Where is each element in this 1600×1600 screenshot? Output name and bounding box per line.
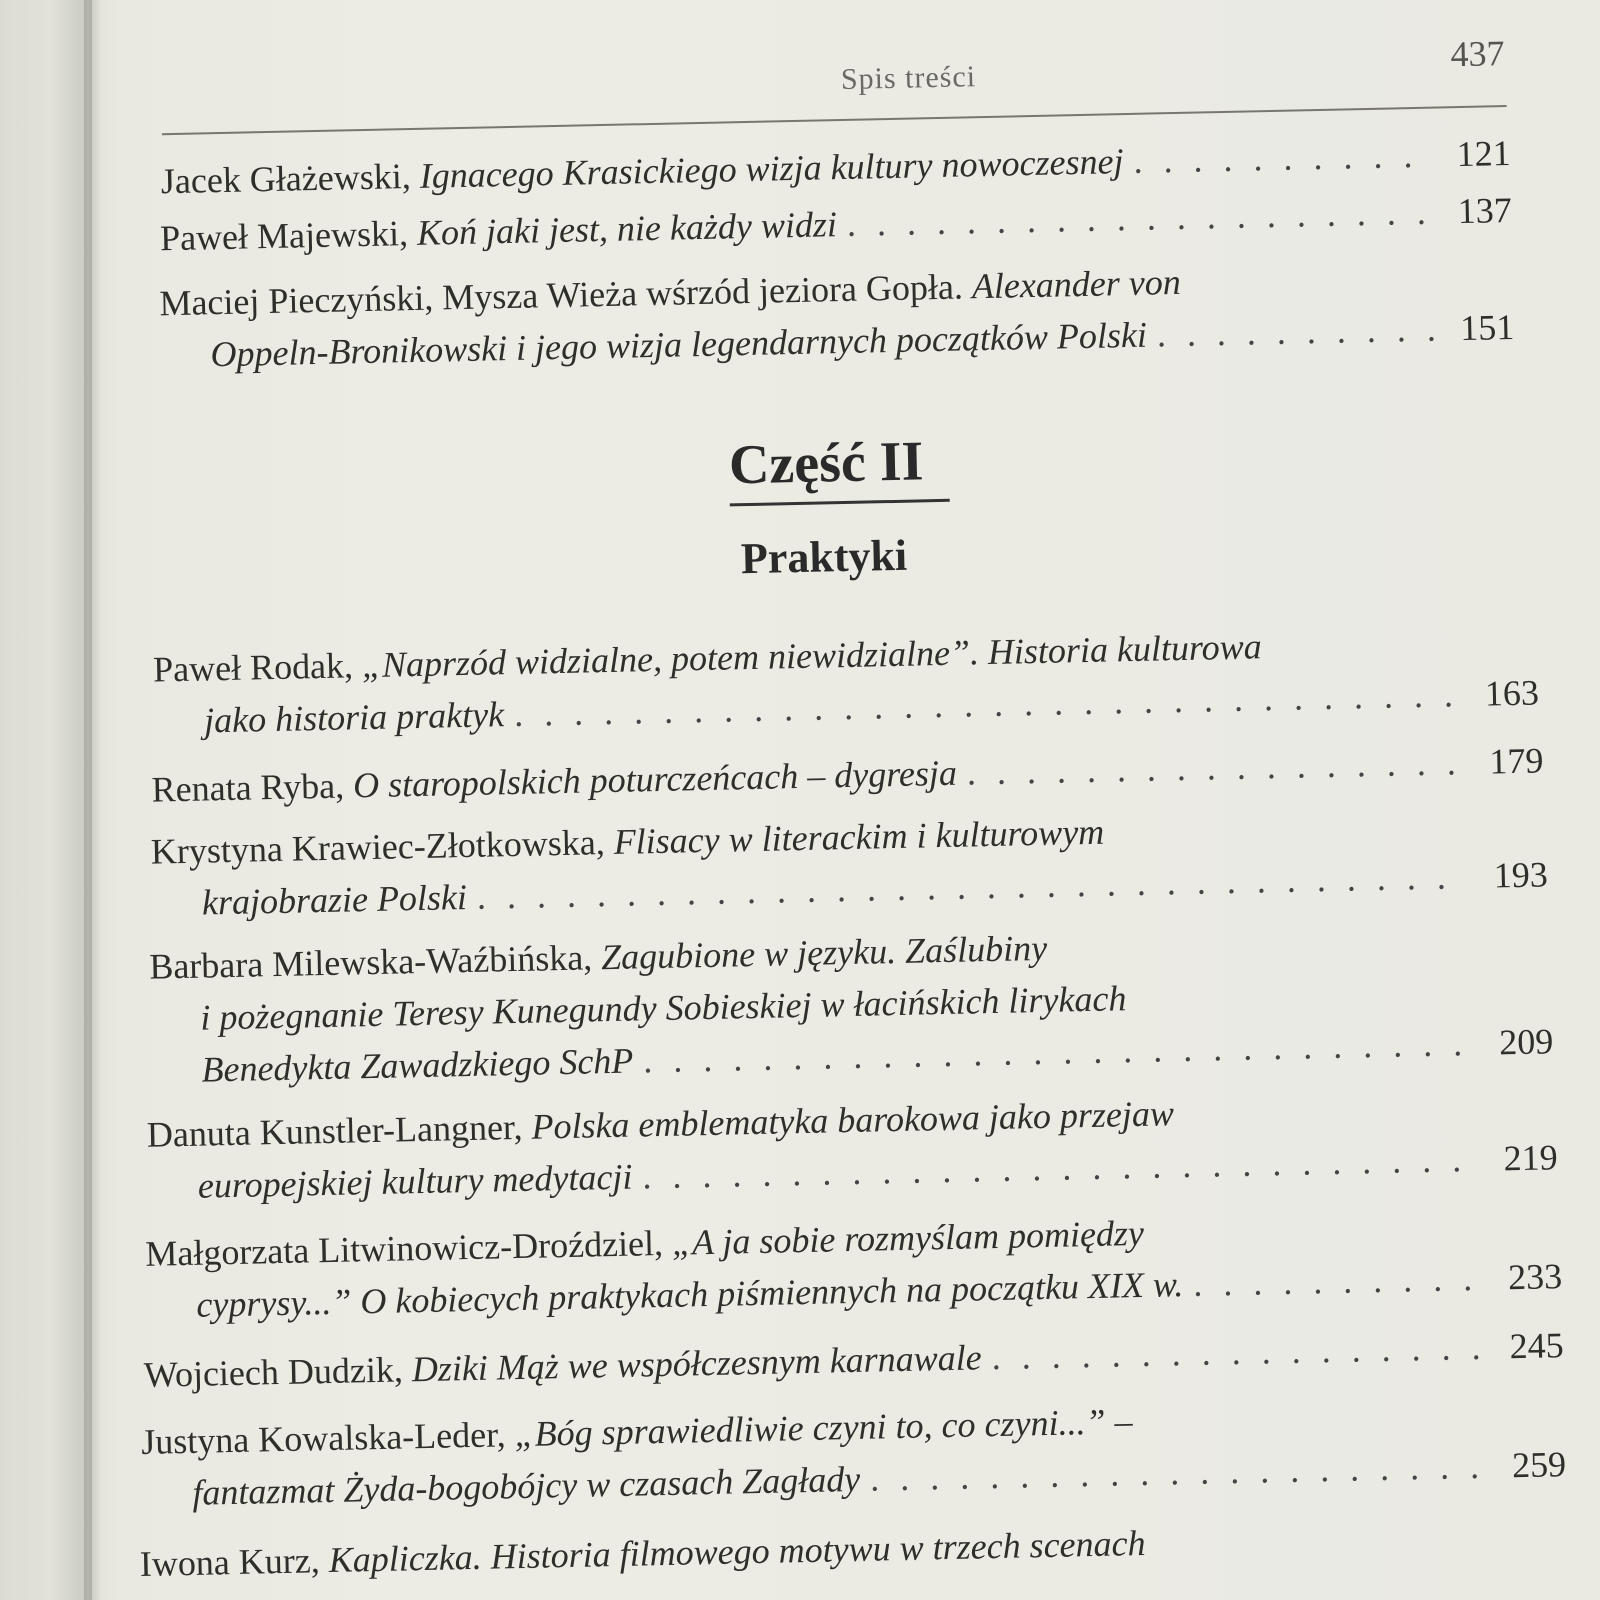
entry-title: i pożegnanie Teresy Kunegundy Sobieskiej w łacińskich lirykach bbox=[199, 978, 1127, 1038]
dot-leader bbox=[1133, 129, 1431, 187]
entry-title: cyprysy...” O kobiecych praktykach piśmiennych na początku XIX w. bbox=[195, 1264, 1184, 1325]
entry-page: 233 bbox=[1507, 1256, 1563, 1298]
entry-page: 245 bbox=[1509, 1325, 1564, 1367]
entry-page: 163 bbox=[1484, 672, 1540, 714]
entry-title: europejskiej kultury medytacji bbox=[197, 1156, 633, 1206]
dot-leader bbox=[846, 186, 1432, 250]
entry-author: Krystyna Krawiec-Złotkowska, bbox=[150, 822, 606, 872]
entry-author: Paweł Majewski, bbox=[159, 213, 409, 259]
toc-entry bbox=[141, 1386, 1567, 1520]
entry-page: 179 bbox=[1488, 740, 1544, 782]
entry-page: 259 bbox=[1511, 1444, 1567, 1486]
entry-title: Benedykta Zawadzkiego SchP bbox=[201, 1040, 634, 1090]
entry-author: Jacek Głażewski, bbox=[160, 156, 412, 202]
entry-author: Justyna Kowalska-Leder, bbox=[140, 1414, 507, 1462]
entry-title: Koń jaki jest, nie każdy widzi bbox=[416, 204, 838, 253]
entry-title: „Naprzód widzialne, potem niewidzialne”. Historia kulturowa bbox=[361, 626, 1262, 686]
entry-title: O staropolskich poturczeńcach – dygresja bbox=[352, 752, 958, 806]
entry-title: Dziki Mąż we współczesnym karnawale bbox=[411, 1337, 983, 1390]
entry-author: Wojciech Dudzik, bbox=[143, 1349, 404, 1395]
entry-page: 219 bbox=[1503, 1137, 1559, 1179]
toc-entry bbox=[159, 249, 1515, 381]
entry-author: Iwona Kurz, bbox=[139, 1540, 321, 1584]
left-page-edge bbox=[0, 0, 92, 1600]
entry-author: Renata Ryba, bbox=[151, 765, 345, 810]
page-number: 437 bbox=[1450, 33, 1505, 75]
toc-entry bbox=[150, 796, 1548, 929]
entry-title: Zagubione w języku. Zaślubiny bbox=[600, 927, 1048, 978]
entry-page: 121 bbox=[1456, 132, 1512, 175]
entry-title: „A ja sobie rozmyślam pomiędzy bbox=[671, 1212, 1145, 1263]
entry-title: jako historia praktyk bbox=[203, 694, 505, 741]
entry-author: Danuta Kunstler-Langner, bbox=[146, 1106, 523, 1155]
entry-title: Polska emblematyka barokowa jako przejaw bbox=[531, 1093, 1175, 1147]
toc-entry bbox=[139, 1508, 1568, 1590]
toc-entry bbox=[145, 1198, 1563, 1332]
entry-author: Małgorzata Litwinowicz-Droździel, bbox=[144, 1222, 664, 1274]
entry-title: Flisacy w literackim i kulturowym bbox=[613, 811, 1105, 862]
toc-entry bbox=[146, 1079, 1558, 1213]
entry-page: 209 bbox=[1498, 1021, 1554, 1063]
entry-author: Paweł Rodak, bbox=[152, 645, 354, 690]
entry-title: Alexander von bbox=[971, 261, 1182, 307]
part-subheading: Praktyki bbox=[740, 530, 908, 584]
entry-title: Oppeln-Bronikowski i jego wizja legendarnych początków Polski bbox=[210, 314, 1148, 375]
entry-title: krajobrazie Polski bbox=[201, 877, 468, 923]
entry-author: Barbara Milewska-Waźbińska, bbox=[148, 937, 593, 987]
dot-leader bbox=[1156, 303, 1435, 361]
entry-title: Ignacego Krasickiego wizja kultury nowoczesnej bbox=[419, 141, 1124, 196]
part-heading-rule bbox=[730, 499, 950, 507]
entry-title: Kapliczka. Historia filmowego motywu w trzech scenach bbox=[328, 1522, 1146, 1581]
entry-title: fantazmat Żyda-bogobójcy w czasach Zagłady bbox=[191, 1458, 861, 1513]
toc-entry bbox=[143, 1319, 1564, 1401]
dot-leader bbox=[966, 736, 1464, 798]
table-of-contents-page bbox=[79, 0, 1600, 1600]
dot-leader bbox=[1193, 1252, 1483, 1310]
part-heading: Część II bbox=[728, 430, 924, 497]
entry-title: „Bóg sprawiedliwie czyni to, co czyni...” – bbox=[514, 1401, 1133, 1455]
toc-entry bbox=[149, 911, 1554, 1096]
dot-leader bbox=[991, 1321, 1484, 1383]
entry-author: Maciej Pieczyński, Mysza Wieża wśrzód jeziora Gopła. bbox=[159, 266, 964, 324]
entry-page: 151 bbox=[1459, 306, 1515, 349]
running-head: Spis treści bbox=[840, 60, 977, 96]
entry-page: 193 bbox=[1493, 854, 1549, 896]
entry-page: 137 bbox=[1457, 189, 1513, 232]
toc-entry bbox=[153, 615, 1540, 748]
